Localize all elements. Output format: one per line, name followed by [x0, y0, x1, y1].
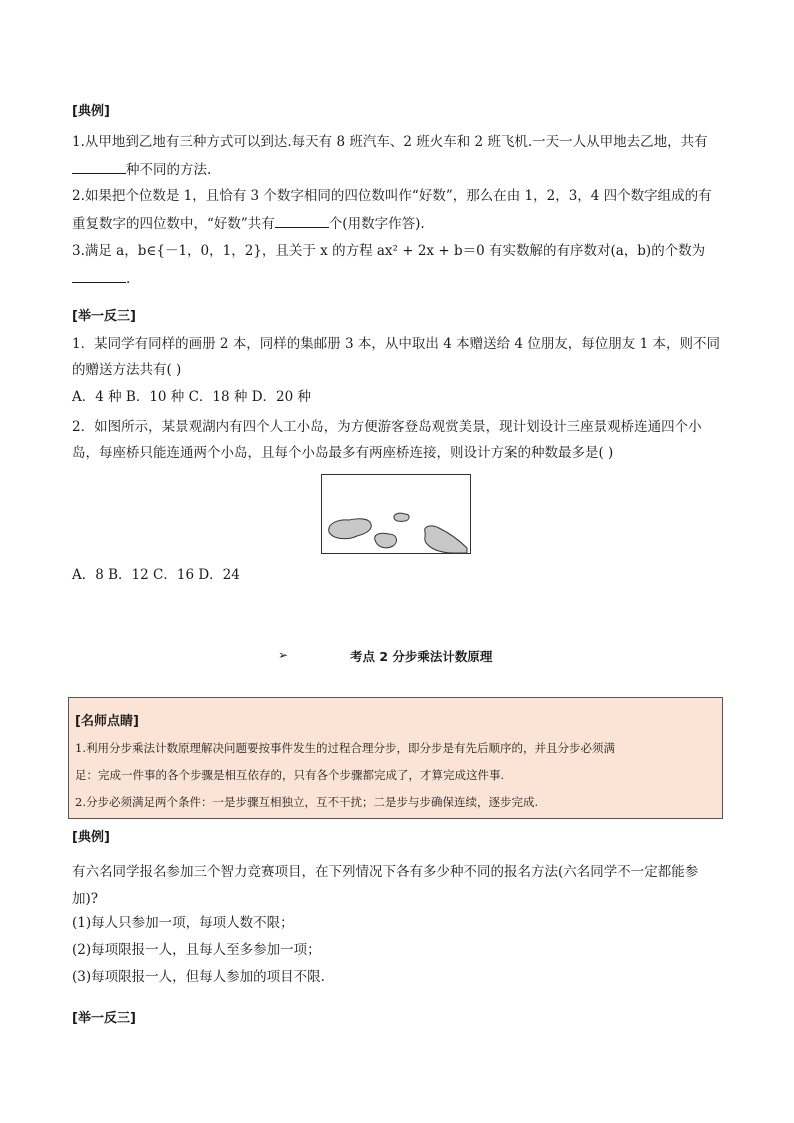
answer-blank [72, 159, 126, 174]
example-label-2: [典例] [72, 830, 110, 845]
question-3-line-2 [72, 268, 130, 289]
question-2-suffix: 个(用数字作答). [328, 216, 425, 232]
question-3-line-1: 3.满足 a，b∈{－1，0，1，2}，且关于 x 的方程 ax² + 2x + b＝0 有实数解的有序数对(a，b)的个数为 [72, 243, 706, 259]
tip-1-line-2: 足：完成一件事的各个步骤是相互依存的，只有各个步骤都完成了，才算完成这件事. [75, 768, 505, 782]
example-item-2: (2)每项限报一人，且每人至多参加一项； [72, 942, 321, 958]
question-1-suffix: 种不同的方法. [126, 162, 212, 178]
answer-blank [275, 213, 329, 228]
practice-label-2: [举一反三] [72, 1011, 136, 1026]
question-1-line-2 [72, 159, 211, 180]
example-item-3: (3)每项限报一人，但每人参加的项目不限. [72, 969, 325, 985]
question-3-suffix: . [126, 271, 131, 287]
question-2-line-2 [72, 213, 425, 234]
tip-1-line-1: 1.利用分步乘法计数原理解决问题要按事件发生的过程合理分步，即分步是有先后顺序的，并且分步必须满 [75, 741, 615, 755]
tips-box [68, 697, 723, 819]
lake-islands-figure [321, 474, 471, 554]
section-heading: 考点 2 分步乘法计数原理 [350, 649, 493, 664]
tips-label: [名师点睛] [75, 714, 139, 729]
example-line-1: 有六名同学报名参加三个智力竞赛项目，在下列情况下各有多少种不同的报名方法(六名同学不一定都能参 [72, 864, 699, 880]
tip-2: 2.分步必须满足两个条件：一是步骤互相独立，互不干扰；二是步与步确保连续，逐步完成. [75, 795, 539, 809]
practice-1-line-1: 1．某同学有同样的画册 2 本，同样的集邮册 3 本，从中取出 4 本赠送给 4 位朋友，每位朋友 1 本，则不同 [72, 336, 720, 352]
example-label: [典例] [72, 104, 110, 119]
question-1-line-1: 1.从甲地到乙地有三种方式可以到达.每天有 8 班汽车、2 班火车和 2 班飞机.一天一人从甲地去乙地，共有 [72, 134, 708, 150]
practice-2-line-1: 2．如图所示，某景观湖内有四个人工小岛，为方便游客登岛观赏美景，现计划设计三座景观桥连通四个小 [72, 419, 702, 435]
practice-1-options: A．4 种 B．10 种 C．18 种 D．20 种 [72, 389, 311, 405]
bullet-arrow-icon: ➢ [278, 648, 289, 662]
practice-label: [举一反三] [72, 309, 136, 324]
question-2-prefix: 重复数字的四位数中，“好数”共有 [72, 216, 275, 232]
practice-2-options: A．8 B．12 C．16 D．24 [72, 567, 240, 583]
answer-blank [72, 268, 126, 283]
practice-2-line-2: 岛，每座桥只能连通两个小岛，且每个小岛最多有两座桥连接，则设计方案的种数最多是( ) [72, 445, 614, 461]
practice-1-line-2: 的赠送方法共有( ) [72, 362, 182, 378]
island-3 [394, 513, 409, 521]
question-2-line-1: 2.如果把个位数是 1，且恰有 3 个数字相同的四位数叫作“好数”，那么在由 1，2，3，4 四个数字组成的有 [72, 188, 712, 204]
example-line-2: 加)? [72, 891, 99, 907]
example-item-1: (1)每人只参加一项，每项人数不限； [72, 915, 294, 931]
